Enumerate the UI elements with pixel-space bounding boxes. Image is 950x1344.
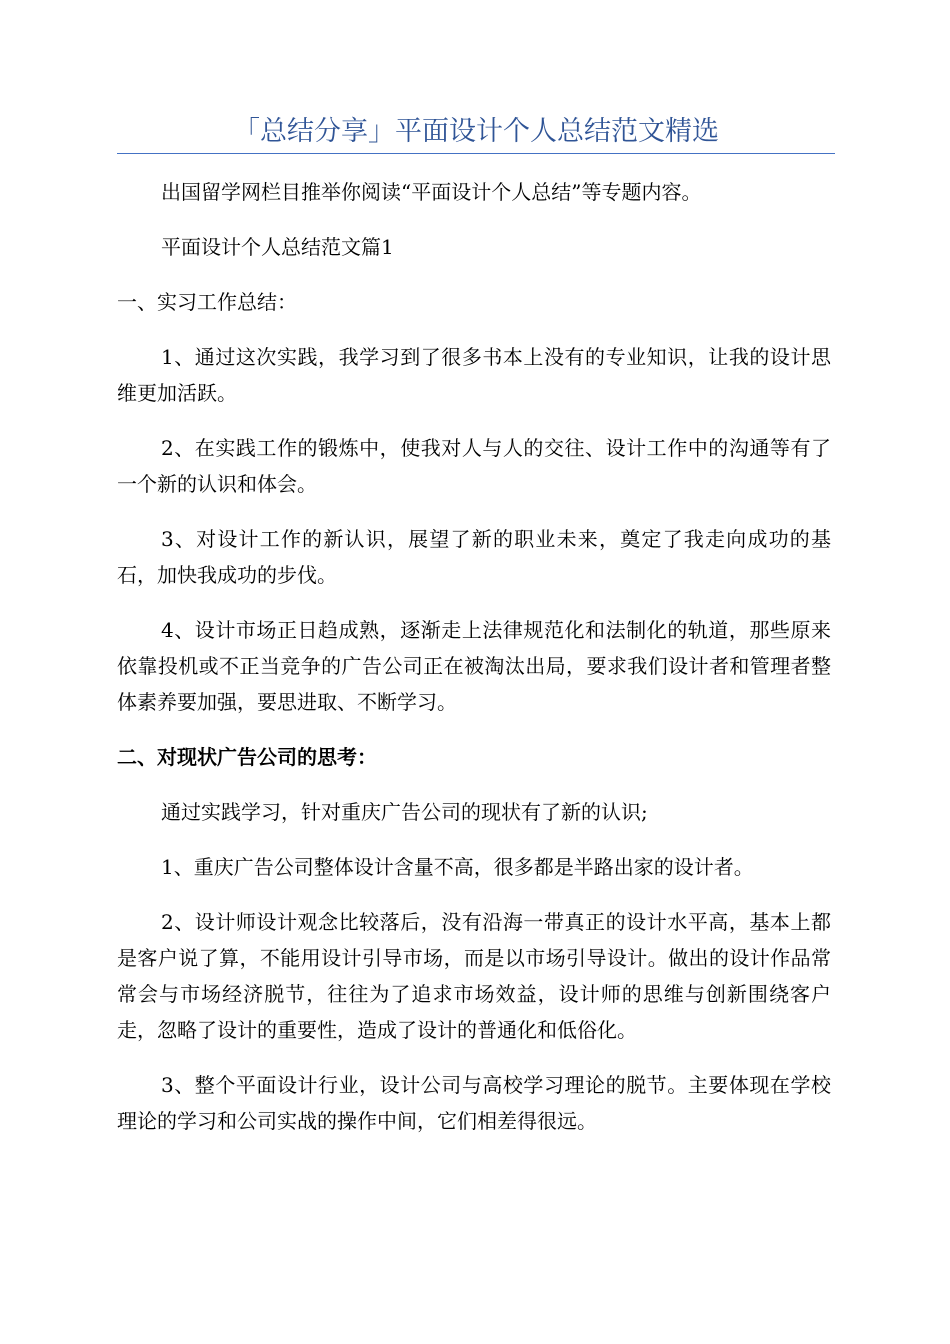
paragraph-item-3: 3、对设计工作的新认识，展望了新的职业未来，奠定了我走向成功的基石，加快我成功的步伐。: [117, 527, 831, 587]
title-underline: [117, 153, 835, 154]
section-heading-1: 一、实习工作总结：: [117, 290, 297, 314]
section-2-intro: 通过实践学习，针对重庆广告公司的现状有了新的认识;: [161, 800, 648, 824]
section-2-item-2: 2、设计师设计观念比较落后，没有沿海一带真正的设计水平高，基本上都是客户说了算，不能用设计引导市场，而是以市场引导设计。做出的设计作品常常会与市场经济脱节，往往为了追求市场效益，设计师的思维与创新围绕客户走，忽略了设计的重要性，造成了设计的普通化和低俗化。: [117, 910, 831, 1042]
intro-paragraph: 出国留学网栏目推举你阅读“平面设计个人总结”等专题内容。: [161, 180, 702, 204]
document-body: [117, 174, 831, 1158]
section-2-item-3: 3、整个平面设计行业，设计公司与高校学习理论的脱节。主要体现在学校理论的学习和公司实战的操作中间，它们相差得很远。: [117, 1073, 831, 1133]
document-title: 「总结分享」平面设计个人总结范文精选: [233, 116, 719, 147]
section-2-item-1: 1、重庆广告公司整体设计含量不高，很多都是半路出家的设计者。: [161, 855, 754, 879]
paragraph-item-2: 2、在实践工作的锻炼中，使我对人与人的交往、设计工作中的沟通等有了一个新的认识和体会。: [117, 436, 831, 496]
section-heading-2: 二、对现状广告公司的思考：: [117, 745, 377, 769]
paragraph-item-1: 1、通过这次实践，我学习到了很多书本上没有的专业知识，让我的设计思维更加活跃。: [117, 345, 831, 405]
paragraph-item-4: 4、设计市场正日趋成熟，逐渐走上法律规范化和法制化的轨道，那些原来依靠投机或不正当竞争的广告公司正在被淘汰出局，要求我们设计者和管理者整体素养要加强，要思进取、不断学习。: [117, 618, 831, 714]
article-heading: 平面设计个人总结范文篇1: [161, 235, 394, 259]
